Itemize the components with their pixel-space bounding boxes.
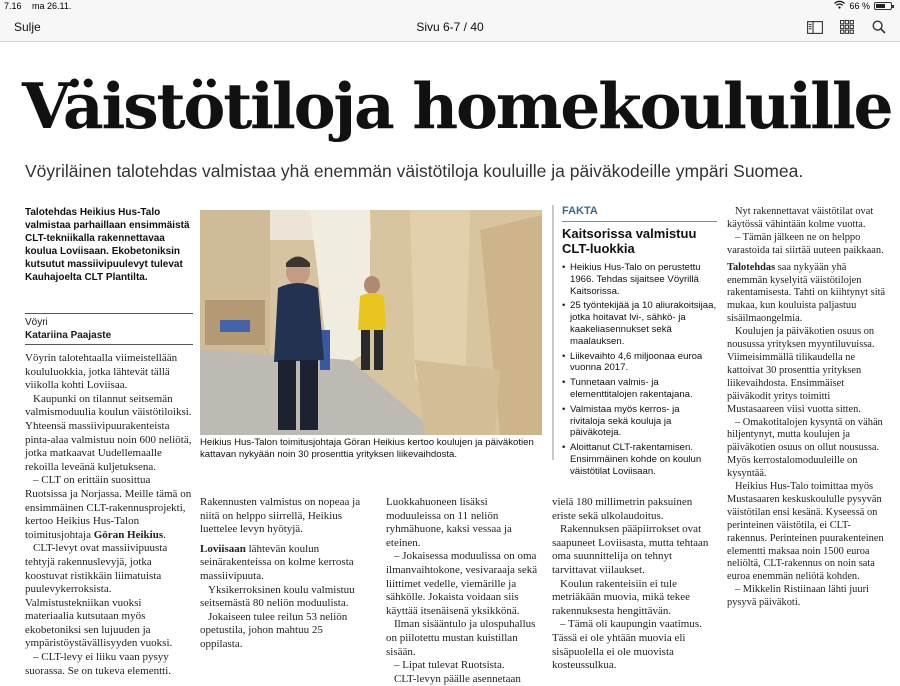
paragraph: – Tämän jälkeen ne on helppo varastoida tai siirtää uuteen paikkaan. [727, 231, 884, 256]
byline [25, 313, 193, 347]
reader-toolbar [0, 12, 900, 42]
paragraph: Luokkahuoneen lisäksi moduuleissa on 11 neliön ryhmähuone, kaksi vessaa ja eteinen. [386, 496, 512, 549]
paragraph: Koulun rakenteisiin ei tule metriäkään muovia, mikä tekee rakennuksesta hengittävän. [552, 577, 691, 617]
paragraph: Kaupunki on tilannut seitsemän valmismoduulia koulun väistötiloiksi. Yhteensä massiivipuurakenteista pinta-alaa valmistuu noin 600 neliötä, jotka matkaavat Uudellemaalle rekoilla leveänä kuljetuksena. [25, 392, 192, 473]
fact-item: • Heikius Hus-Talo on perustettu 1966. Tehdas sijaitsee Vöyrillä Kaitsorissa. [562, 262, 717, 297]
status-bar [0, 0, 900, 12]
paragraph: – CLT-levy ei liiku vaan pysyy suorassa. Se on tukeva elementti. [25, 651, 172, 677]
paragraph: vielä 180 millimetrin paksuinen eriste sekä ulkolaudoitus. [552, 496, 693, 522]
body-column-1 [25, 352, 193, 678]
fact-item: • Tunnetaan valmis- ja elementtitalojen rakentajana. [562, 377, 717, 401]
status-time: 7.16 [4, 1, 22, 11]
byline-rule-bottom [25, 344, 193, 345]
paragraph: Rakennusten valmistus on nopeaa ja niitä on helppo siirrellä, Heikius luettelee levyn hyötyjä. [200, 496, 361, 536]
fact-item: • Valmistaa myös kerros- ja rivitaloja sekä kouluja ja päiväkoteja. [562, 404, 717, 439]
paragraph: CLT-levyn päälle asennetaan [394, 672, 521, 685]
grid-icon[interactable] [838, 18, 856, 36]
paragraph: Yksikerroksinen koulu valmistuu seitsemästä 80 neliön moduulista. [200, 583, 355, 610]
paragraph: – Tämä oli kaupungin vaatimus. Tässä ei ole yhtään muovia eli sisäpuolella ei ole muovista kosteussulkua. [552, 618, 702, 672]
paragraph-text: saa nykyään yhä enemmän kyselyitä väistötilojen rakentamisesta. Tahti on kiihtynyt sitä mukaa, kun kouluista paljastuu sisäilmaongelmia. [727, 261, 886, 325]
newspaper-page[interactable] [0, 43, 900, 685]
paragraph [727, 262, 889, 327]
paragraph: – Mikkelin Ristiinaan lähti juuri pysyvä päiväkoti. [727, 584, 869, 609]
paragraph: CLT-levyt ovat massiivipuusta tehtyjä rakennuslevyjä, jotka koostuvat ristikkäin liimatuista puulevykerroksista. Valmistustekniikan vuoksi materiaalia kutsutaan myös ekobetoniksi sen lujuuden ja ympäristöystävällisyyden vuoksi. [25, 542, 173, 650]
article-deck: Vöyriläinen talotehdas valmistaa yhä enemmän väistötiloja kouluille ja päiväkodeille ympäri Suomea. [25, 161, 804, 181]
paragraph: Nyt rakennettavat väistötilat ovat käytössä vähintään kolme vuotta. [727, 206, 874, 230]
body-column-2 [200, 496, 368, 652]
article-headline: Väistötiloja homekouluille [22, 69, 892, 143]
fact-item: • Liikevaihto 4,6 miljoonaa euroa vuonna 2017. [562, 351, 717, 375]
search-icon[interactable] [870, 18, 888, 36]
section-lead: Talotehdas [727, 261, 776, 273]
fact-box-tag: FAKTA [562, 205, 598, 217]
person-name: Göran Heikius [93, 528, 164, 541]
byline-rule [25, 313, 193, 314]
status-date: ma 26.11. [32, 1, 72, 11]
wifi-icon [834, 1, 845, 11]
sidebar-icon[interactable] [806, 18, 824, 36]
paragraph: – CLT on erittäin suosittua Ruotsissa ja Norjassa. Meille tämä on ensimmäinen CLT-rakennusprojekti, kertoo Heikius Hus-Talon toimitusjohtaja Göran Heikius. [25, 474, 192, 541]
battery-percent: 66 % [849, 1, 870, 11]
section-lead: Loviisaan [200, 542, 246, 555]
paragraph: – Jokaisessa moduulissa on oma ilmanvaihtokone, vesivaraaja sekä liittimet vedelle, viemärille ja sähkölle. Jokaista voidaan siis käyttää itsenäisenä yksikkönä. [386, 550, 538, 617]
paragraph [200, 543, 368, 584]
byline-place: Vöyri [25, 317, 48, 328]
fact-item: • 25 työntekijää ja 10 aliurakoitsijaa, jotka hoitavat lvi-, sähkö- ja kaakeliasennukset sekä maalauksen. [562, 300, 717, 347]
paragraph: Vöyrin talotehtaalla viimeistellään koululuokkia, jotka lähtevät tällä viikolla kohti Loviisaa. [25, 352, 178, 392]
body-column-5 [727, 206, 889, 610]
paragraph: – Omakotitalojen kysyntä on vähän hiljentynyt, mutta koulujen ja päiväkotien osuus on ollut nousussa. Myös kerrostalomoduuleille on kysyntää. [727, 416, 883, 480]
fact-item: • Aloittanut CLT-rakentamisen. Ensimmäinen kohde on koulun väistötilat Loviisaan. [562, 442, 717, 477]
paragraph: Heikius Hus-Talo toimittaa myös Mustasaaren keskuskoululle pysyvän väistötilan ensi kesänä. Kyseessä on perinteinen väistötila, ei CLT-rakennus. Perinteinen puurakenteinen elementti maksaa noin 1500 euroa neliöltä, CLT-rakennus on noin sata euroa enemmän neliötä kohden. [727, 481, 884, 583]
battery-icon [874, 2, 892, 10]
fact-box [552, 205, 717, 477]
article-lead: Talotehdas Heikius Hus-Talo valmistaa parhaillaan ensimmäistä CLT-tekniikalla rakennettavaa koulua Loviisaan. Ekobetoniksin kutsutut massiivipuulevyt tulevat Kauhajoelta CLT Plantilta. [25, 207, 190, 283]
paragraph-text: lähtevän koulun seinärakenteissa on kolme kerrosta massiivipuuta. [200, 542, 354, 582]
byline-author: Katariina Paajaste [25, 330, 112, 341]
fact-box-rule [562, 221, 717, 222]
close-button[interactable]: Sulje [14, 20, 41, 34]
photo-caption: Heikius Hus-Talon toimitusjohtaja Göran Heikius kertoo koulujen ja päiväkotien kattavan nykyään noin 30 prosenttia yrityksen liikevaihdosta. [200, 437, 534, 460]
fact-box-title: Kaitsorissa valmistuu CLT-luokkia [562, 226, 697, 256]
page-indicator: Sivu 6-7 / 40 [416, 20, 484, 34]
paragraph: Rakennuksen pääpiirrokset ovat saapuneet Loviisasta, mutta tehtaan oma suunnittelija on tehnyt tarvittavat viilaukset. [552, 523, 709, 576]
paragraph: Ilman sisääntulo ja ulospuhallus on piilotettu mustan kuistillan sisään. [386, 618, 536, 658]
paragraph: Jokaiseen tulee reilun 53 neliön opetustila, johon mahtuu 25 oppilasta. [200, 610, 348, 650]
paragraph-text: – CLT on erittäin suosittua Ruotsissa ja Norjassa. Meille tämä on ensimmäinen CLT-rakennusprojekti, kertoo Heikius Hus-Talon toimitusjohtaja [25, 474, 192, 541]
paragraph: Koulujen ja päiväkotien osuus on nousussa yrityksen myyntiluvuissa. Viimeisimmällä tilikaudella ne kattoivat 30 prosenttia yrityksen liikevaihdosta. Ensimmäiset päiväkodit yritys toimitti Mustasaareen viisi vuotta sitten. [727, 326, 875, 415]
body-column-3 [386, 496, 541, 686]
body-column-4 [552, 496, 717, 673]
article-photo [200, 210, 542, 435]
paragraph: – Lipat tulevat Ruotsista. [394, 659, 505, 672]
fact-box-list [562, 262, 717, 478]
